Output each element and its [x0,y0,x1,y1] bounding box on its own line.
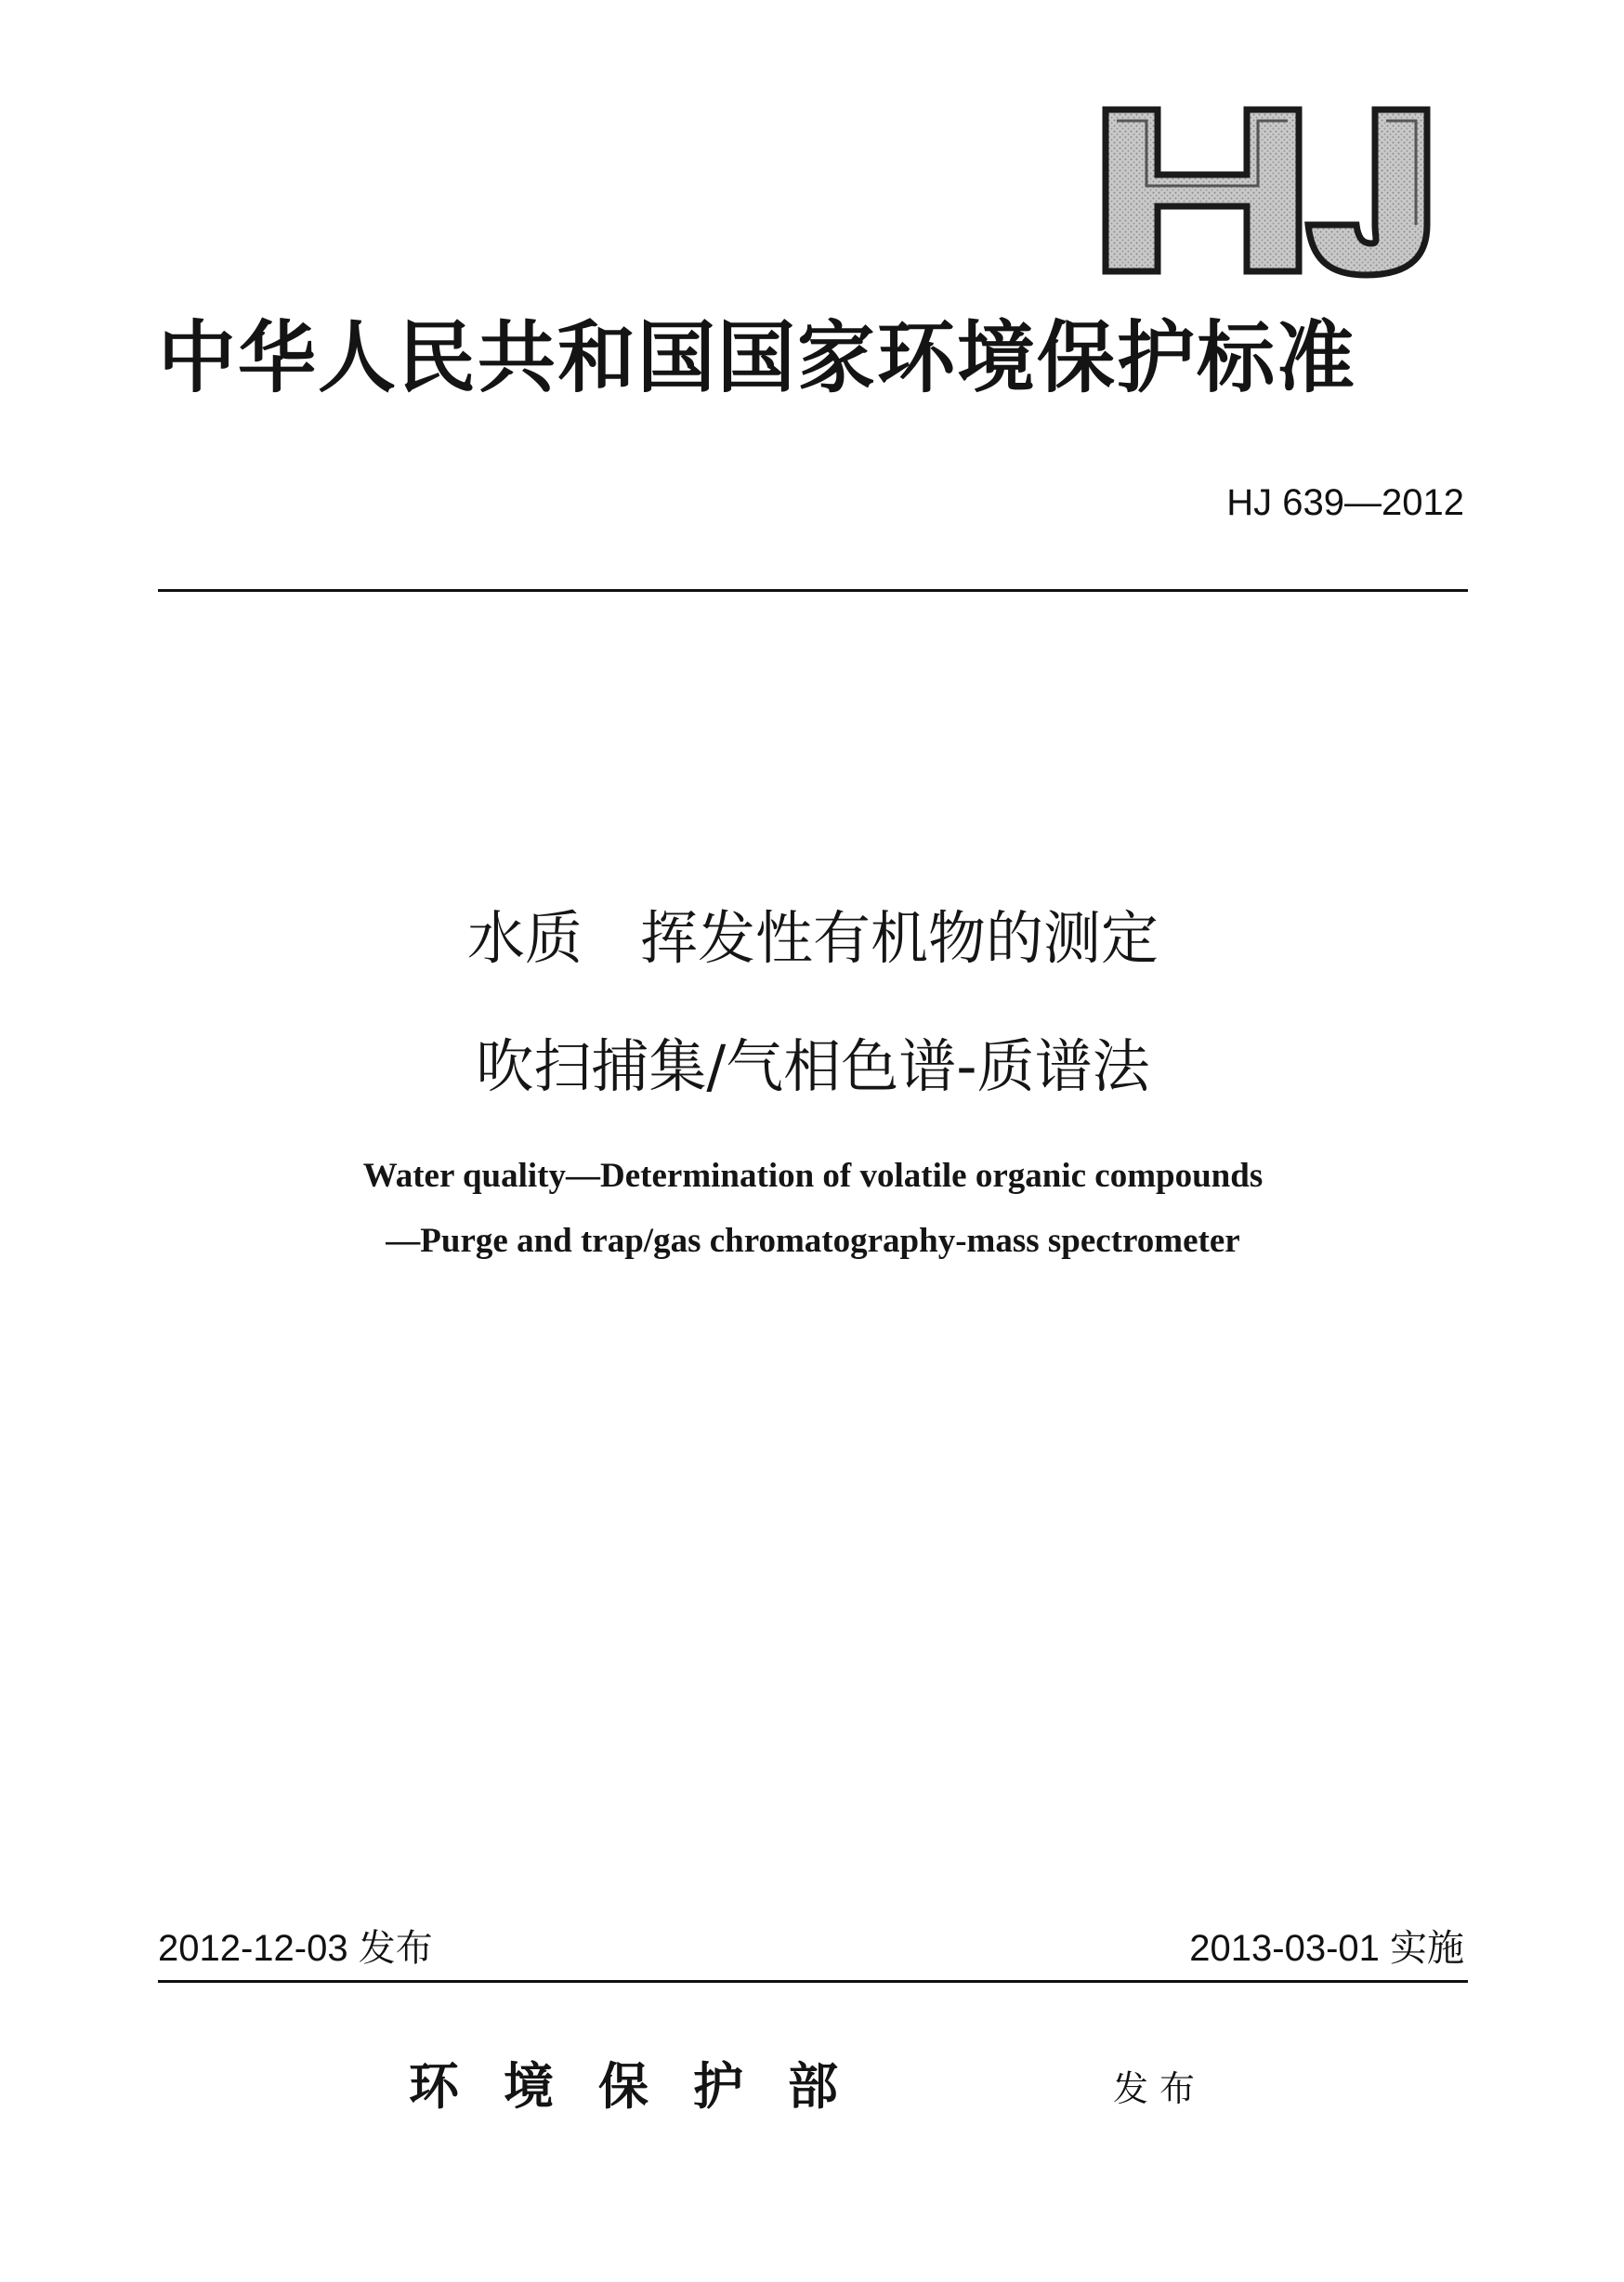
standard-number: HJ 639—2012 [1226,482,1464,523]
title-english-line-2: —Purge and trap/gas chromatography-mass spectrometer [386,1222,1240,1260]
top-divider [158,589,1468,592]
bottom-divider [158,1980,1468,1983]
hj-logo [1096,102,1449,279]
title-chinese-line-2: 吹扫捕集/气相色谱-质谱法 [476,1032,1150,1100]
title-chinese-line-1: 水质 挥发性有机物的测定 [466,904,1159,972]
title-english-line-1: Water quality—Determination of volatile organic compounds [362,1157,1264,1195]
publisher-name: 环境保护部 [409,2056,883,2116]
issuing-authority-title: 中华人民共和国国家环境保护标准 [158,311,1357,403]
effective-date: 2013-03-01 实施 [1189,1928,1464,1969]
publisher-suffix: 发布 [1113,2068,1207,2109]
issue-date: 2012-12-03 发布 [158,1928,433,1969]
